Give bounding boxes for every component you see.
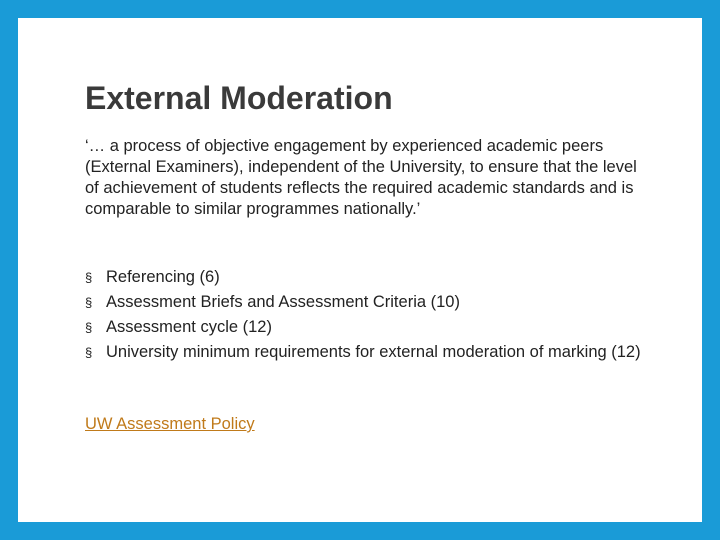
bullet-item xyxy=(85,267,645,288)
section-bullet-icon: § xyxy=(85,270,93,285)
slide-panel xyxy=(18,18,702,522)
bullet-item xyxy=(85,292,645,313)
section-bullet-icon: § xyxy=(85,320,93,335)
bullet-text: Assessment Briefs and Assessment Criteria (10) xyxy=(106,293,460,311)
bullet-text: Assessment cycle (12) xyxy=(106,318,272,336)
bullet-text: University minimum requirements for external moderation of marking (12) xyxy=(106,343,641,361)
section-bullet-icon: § xyxy=(85,345,93,360)
bullet-text: Referencing (6) xyxy=(106,268,220,286)
assessment-policy-link[interactable]: UW Assessment Policy xyxy=(85,415,255,433)
bullet-list xyxy=(85,267,645,367)
bullet-item xyxy=(85,317,645,338)
bullet-item xyxy=(85,342,645,363)
section-bullet-icon: § xyxy=(85,295,93,310)
slide-title: External Moderation xyxy=(85,80,393,116)
definition-quote: ‘… a process of objective engagement by experienced academic peers (External Examiners), independent of the University, to ensure that the level of achievement of students reflects the required academic standards and is comparable to similar programmes nationally.’ xyxy=(85,137,637,218)
